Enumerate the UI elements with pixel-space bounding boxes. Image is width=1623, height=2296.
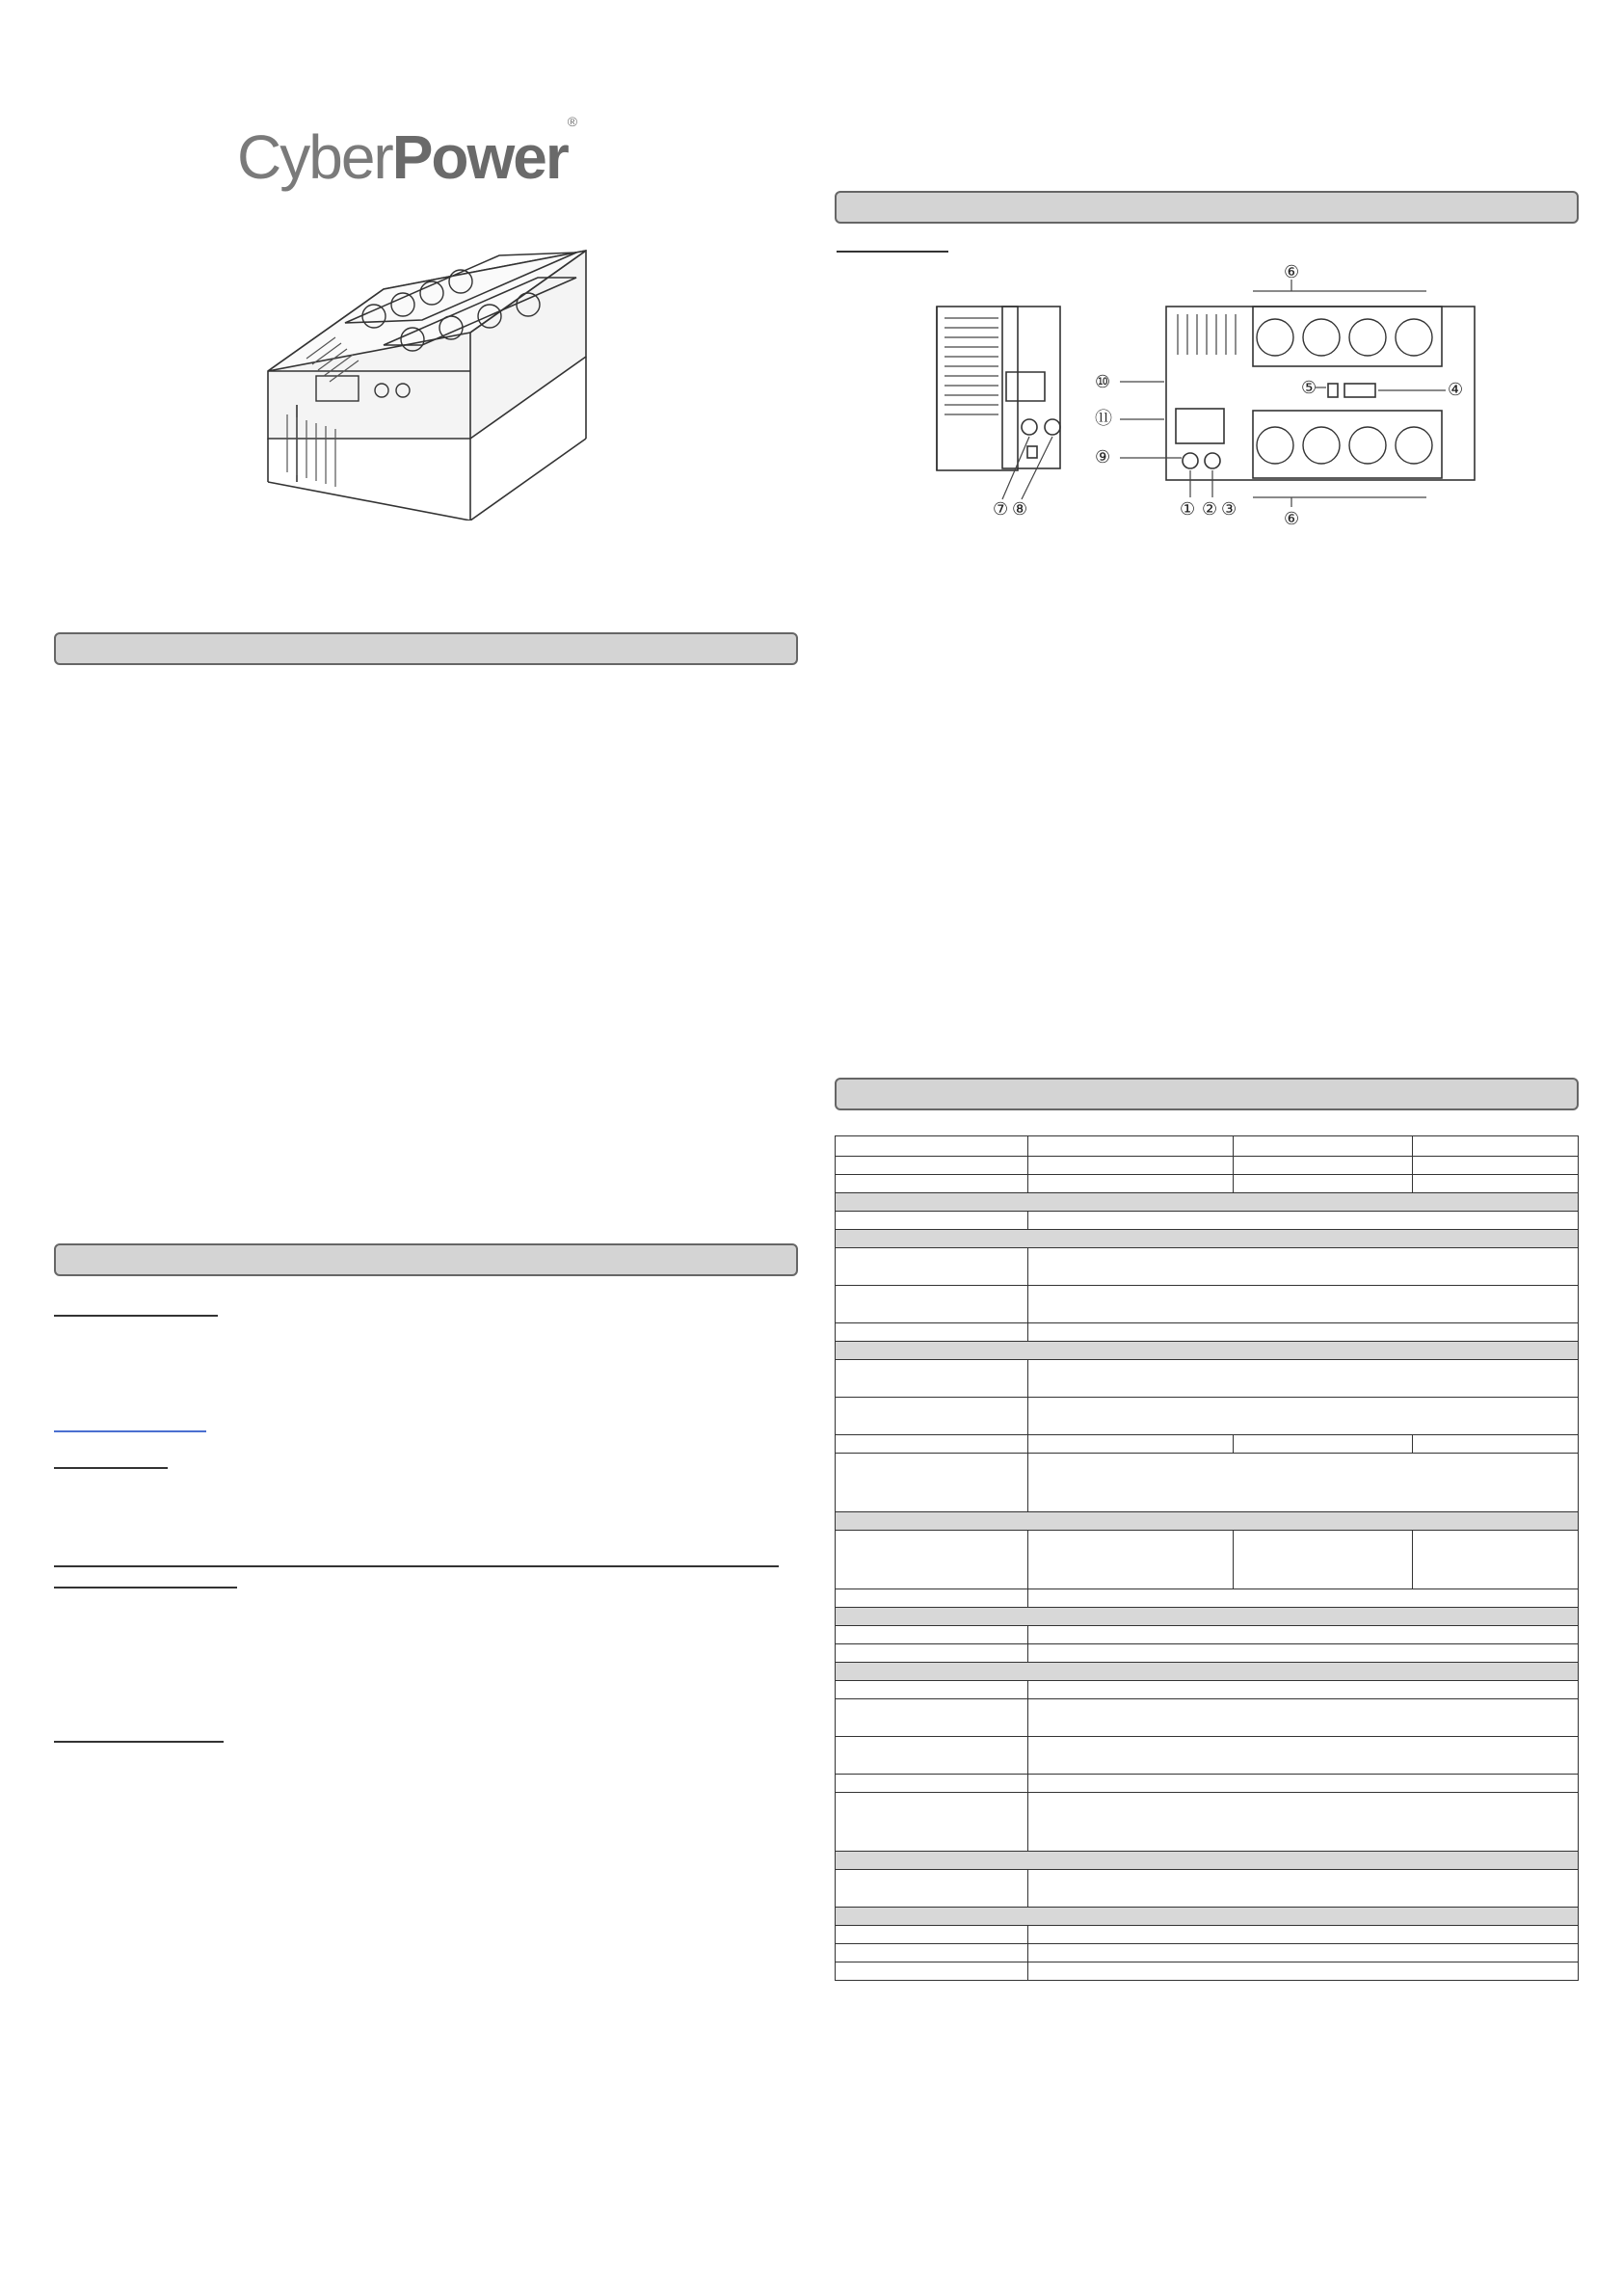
table-row — [836, 1962, 1579, 1981]
callout-5: ⑤ — [1301, 378, 1317, 398]
specifications-table — [835, 1135, 1579, 1981]
table-row — [836, 1398, 1579, 1435]
table-group-row — [836, 1342, 1579, 1360]
callout-4: ④ — [1448, 380, 1464, 400]
subheading-underline — [54, 1565, 779, 1567]
table-row — [836, 1699, 1579, 1737]
table-row — [836, 1175, 1579, 1193]
cyberpower-logo — [237, 114, 584, 200]
table-row — [836, 1644, 1579, 1663]
table-group-row — [836, 1663, 1579, 1681]
subheading-underline — [54, 1315, 218, 1317]
logo-registered-mark: ® — [567, 114, 578, 129]
section-header-product-description — [835, 191, 1579, 224]
table-row — [836, 1157, 1579, 1175]
table-group-row — [836, 1193, 1579, 1212]
ups-panel-diagram — [906, 258, 1503, 528]
callout-1: ① — [1180, 499, 1196, 520]
callout-3: ③ — [1221, 499, 1237, 520]
table-row — [836, 1737, 1579, 1775]
callout-2: ② — [1202, 499, 1218, 520]
table-group-row — [836, 1852, 1579, 1870]
table-row — [836, 1212, 1579, 1230]
table-row — [836, 1870, 1579, 1908]
subheading-underline — [54, 1587, 237, 1589]
logo-text-bold: Power — [391, 122, 568, 192]
table-row — [836, 1435, 1579, 1454]
table-group-row — [836, 1230, 1579, 1248]
table-row — [836, 1136, 1579, 1157]
ups-product-illustration — [258, 231, 605, 521]
callout-10: ⑩ — [1095, 372, 1111, 392]
subheading-underline — [837, 251, 948, 253]
table-row — [836, 1793, 1579, 1852]
table-row — [836, 1589, 1579, 1608]
hyperlink-underline[interactable] — [54, 1430, 206, 1432]
section-header-specifications — [835, 1078, 1579, 1110]
section-header-important-safety — [54, 632, 798, 665]
table-row — [836, 1286, 1579, 1323]
table-row — [836, 1360, 1579, 1398]
table-row — [836, 1248, 1579, 1286]
subheading-underline — [54, 1741, 224, 1743]
table-row — [836, 1926, 1579, 1944]
table-group-row — [836, 1512, 1579, 1531]
table-row — [836, 1454, 1579, 1512]
callout-9: ⑨ — [1095, 447, 1111, 467]
callout-8: ⑧ — [1012, 499, 1028, 520]
logo-text-light: Cyber — [237, 122, 392, 192]
table-row — [836, 1626, 1579, 1644]
table-group-row — [836, 1908, 1579, 1926]
callout-6-bottom: ⑥ — [1284, 509, 1300, 528]
callout-7: ⑦ — [993, 499, 1009, 520]
table-row — [836, 1531, 1579, 1589]
callout-11: ⑪ — [1095, 409, 1112, 429]
table-group-row — [836, 1608, 1579, 1626]
table-row — [836, 1323, 1579, 1342]
callout-6-top: ⑥ — [1284, 262, 1300, 282]
table-row — [836, 1944, 1579, 1962]
table-row — [836, 1775, 1579, 1793]
section-header-installation — [54, 1243, 798, 1276]
table-row — [836, 1681, 1579, 1699]
subheading-underline — [54, 1467, 168, 1469]
